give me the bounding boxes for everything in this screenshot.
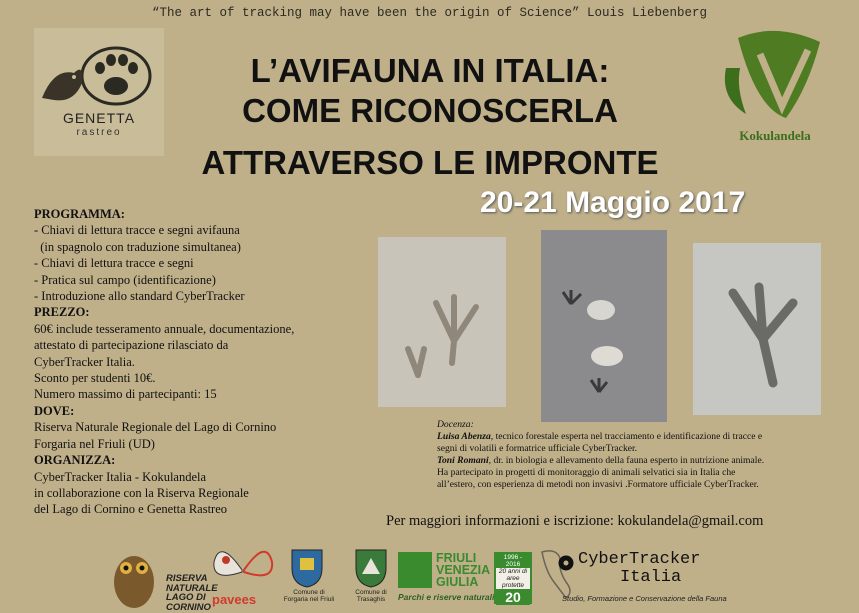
dove-heading: DOVE: bbox=[34, 403, 75, 418]
organizza-line: in collaborazione con la Riserva Regionale bbox=[34, 485, 249, 500]
genetta-sub: rastreo bbox=[76, 127, 122, 138]
trasaghis-crest-icon bbox=[352, 544, 390, 588]
prezzo-heading: PREZZO: bbox=[34, 305, 90, 320]
docenza-label: Docenza: bbox=[437, 419, 474, 430]
comune-line: Comune di bbox=[293, 589, 325, 596]
riserva-line: NATURALE bbox=[166, 582, 218, 594]
pavees-logo: pavees bbox=[212, 592, 257, 607]
docenza-desc-1: , tecnico forestale esperta nel tracciamento e identificazione di tracce e segni di volatili e formatrice ufficiale CyberTracker. bbox=[437, 431, 763, 454]
prezzo-line: attestato di partecipazione rilasciato da bbox=[34, 338, 229, 353]
butterfly-icon bbox=[210, 542, 276, 596]
docenza-name-1: Luisa Abenza bbox=[437, 431, 491, 442]
fvg-line: GIULIA bbox=[436, 575, 479, 589]
programma-item: (in spagnolo con traduzione simultanea) bbox=[34, 239, 241, 254]
comune-forgaria-label bbox=[276, 589, 342, 603]
fvg-line: VENEZIA bbox=[436, 563, 491, 577]
riserva-line: LAGO DI bbox=[166, 592, 206, 603]
bird-track-photo-1 bbox=[378, 237, 506, 407]
fvg-region-icon bbox=[398, 552, 432, 588]
docenza-name-2: Toni Romani bbox=[437, 455, 489, 466]
organizza-heading: ORGANIZZA: bbox=[34, 453, 116, 468]
docenza-person-1 bbox=[437, 431, 767, 455]
forgaria-crest-icon bbox=[288, 544, 326, 588]
title-line-2: COME RICONOSCERLA bbox=[242, 92, 618, 129]
program-details bbox=[34, 206, 364, 518]
fvg-anni-line: aree protette bbox=[501, 575, 525, 589]
fvg-line: FRIULI bbox=[436, 551, 477, 565]
contact-info: Per maggiori informazioni e iscrizione: kokulandela@gmail.com bbox=[386, 513, 764, 529]
docenza-text bbox=[437, 419, 767, 491]
fvg-20: 20 bbox=[496, 589, 530, 605]
organizza-line: CyberTracker Italia - Kokulandela bbox=[34, 469, 207, 484]
prezzo-line: 60€ include tesseramento annuale, documentazione, bbox=[34, 321, 295, 336]
cybertracker-tagline: Studio, Formazione e Conservazione della Fauna bbox=[562, 594, 727, 603]
comune-line: Trasaghis bbox=[356, 596, 386, 603]
programma-item: - Chiavi di lettura tracce e segni bbox=[34, 256, 194, 271]
prezzo-line: Numero massimo di partecipanti: 15 bbox=[34, 387, 217, 402]
genetta-name: GENETTA bbox=[62, 110, 136, 126]
title-line-1: L’AVIFAUNA IN ITALIA: bbox=[250, 52, 610, 89]
title-line-3: ATTRAVERSO LE IMPRONTE bbox=[201, 144, 659, 181]
docenza-desc-2: , dr. in biologia e allevamento della fauna esperto in nutrizione animale. Ha partecipato in progetti di monitoraggio di animali selvatici sia in Italia che all’estero, con esperienza di metodi non invasivi .Formatore ufficiale CyberTracker. bbox=[437, 455, 765, 490]
event-dates: 20-21 Maggio 2017 bbox=[480, 186, 746, 219]
prezzo-line: CyberTracker Italia. bbox=[34, 354, 135, 369]
bird-track-photo-2 bbox=[541, 230, 667, 422]
programma-item: - Chiavi di lettura tracce e segni avifauna bbox=[34, 223, 240, 238]
programma-heading: PROGRAMMA: bbox=[34, 207, 125, 221]
comune-line: Comune di bbox=[355, 589, 387, 596]
sponsor-logos bbox=[100, 540, 859, 613]
kokulandela-label: Kokulandela bbox=[739, 128, 811, 143]
fvg-parchi: Parchi e riserve naturali bbox=[398, 592, 495, 602]
cybertracker-title: CyberTracker bbox=[578, 550, 701, 569]
programma-item: - Pratica sul campo (identificazione) bbox=[34, 272, 216, 287]
programma-item: - Introduzione allo standard CyberTracker bbox=[34, 289, 245, 304]
fvg-years: 1996 - 2016 bbox=[496, 554, 530, 568]
cybertracker-mark-icon bbox=[558, 555, 574, 571]
docenza-person-2 bbox=[437, 455, 767, 491]
bird-track-photo-3 bbox=[693, 243, 821, 415]
dove-line: Riserva Naturale Regionale del Lago di Cornino bbox=[34, 420, 277, 435]
organizza-line: del Lago di Cornino e Genetta Rastreo bbox=[34, 502, 227, 517]
cybertracker-italia: Italia bbox=[620, 568, 682, 587]
owl-icon bbox=[106, 544, 162, 608]
fvg-anniversary-badge bbox=[494, 552, 532, 604]
prezzo-line: Sconto per studenti 10€. bbox=[34, 371, 156, 386]
riserva-line: RISERVA bbox=[166, 573, 208, 584]
comune-trasaghis-label bbox=[344, 589, 398, 603]
dove-line: Forgaria nel Friuli (UD) bbox=[34, 436, 155, 451]
header-quote: “The art of tracking may have been the origin of Science” Louis Liebenberg bbox=[151, 6, 708, 20]
comune-line: Forgaria nel Friuli bbox=[283, 596, 335, 603]
fvg-anni-line: 20 anni di bbox=[498, 568, 528, 575]
fvg-name bbox=[436, 552, 490, 588]
riserva-line: CORNINO bbox=[166, 601, 211, 613]
